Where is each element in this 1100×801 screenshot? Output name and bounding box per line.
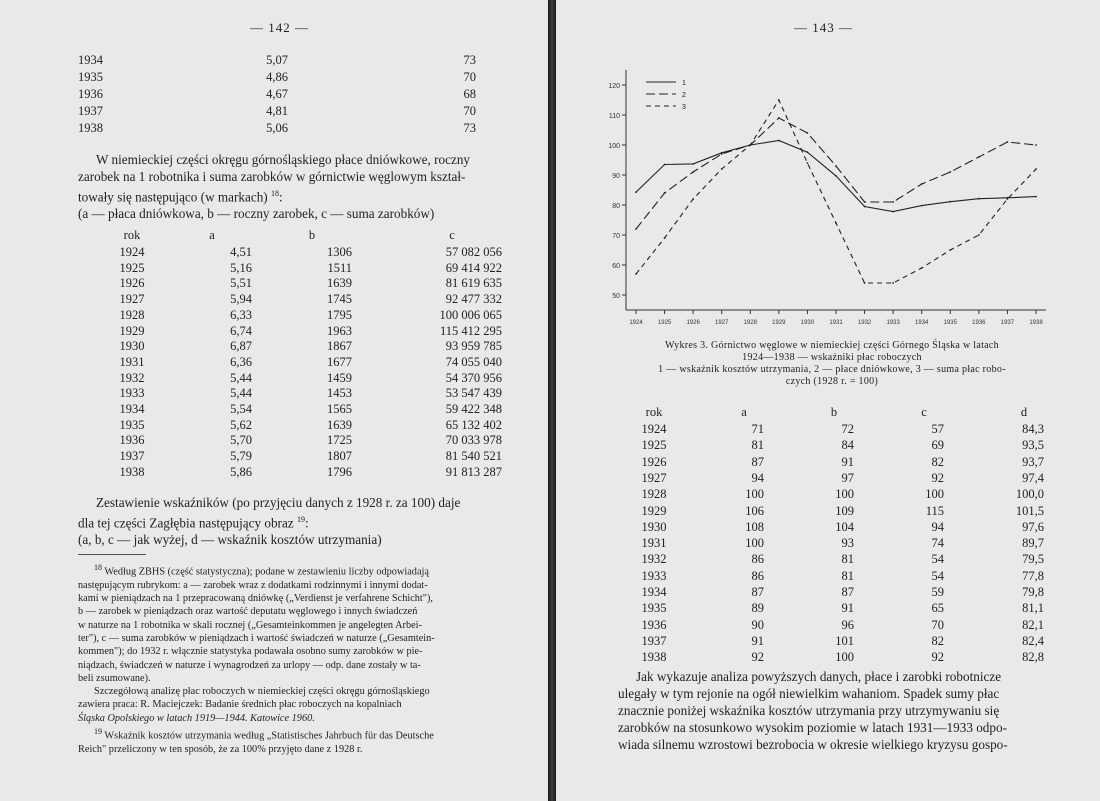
- table-cell: 1934: [78, 53, 103, 67]
- table-cell: 1932: [119, 370, 145, 385]
- data-point: [978, 156, 980, 158]
- table-cell: 100: [835, 650, 854, 665]
- table-cell: 1927: [641, 470, 667, 485]
- table-cell: 74: [931, 536, 944, 551]
- series-line-3: [636, 100, 1036, 283]
- table-cell: 70: [463, 104, 476, 118]
- table-cell: 1677: [327, 354, 352, 369]
- x-tick-label: 1937: [1000, 320, 1015, 326]
- table-cell: 5,16: [230, 260, 252, 275]
- footnote-line: kami w pieniądzach na 1 przepracowaną dniówkę („Verdienst je verfahrene Schicht"),: [78, 593, 433, 605]
- data-point: [635, 273, 637, 275]
- footnote-line: Reich" przeliczony w ten sposób, że za 100% przyjęto dane z 1928 r.: [78, 743, 363, 755]
- footnote-line: zawiera praca: R. Maciejczek: Badanie średnich płac roboczych na kopalniach: [78, 699, 402, 711]
- table-cell: 5,44: [230, 386, 252, 401]
- table-cell: 97,4: [1022, 470, 1044, 485]
- data-point: [892, 201, 894, 203]
- table-cell: 100,0: [1015, 487, 1044, 502]
- table-cell: 1938: [641, 650, 667, 665]
- table-cell: 79,8: [1022, 585, 1044, 599]
- table-cell: 101: [835, 633, 854, 648]
- table-cell: 89,7: [1022, 536, 1044, 551]
- footnote-line: Szczegółową analizę płac roboczych w niemieckiej części okręgu górnośląskiego: [94, 686, 430, 698]
- table-cell: 1924: [119, 245, 145, 259]
- data-point: [949, 171, 951, 173]
- bottom-line: wiada silnemu wzrostowi bezrobocia w okresie wielkiego kryzysu gospo-: [618, 737, 1008, 752]
- caption-line: 1924—1938 — wskaźniki płac roboczych: [742, 352, 922, 363]
- table-cell: 70 033 978: [445, 433, 502, 448]
- table-cell: rok: [645, 405, 663, 419]
- table-cell: 1938: [119, 464, 145, 479]
- table-cell: 1927: [119, 292, 145, 307]
- table-cell: 4,81: [266, 104, 288, 118]
- table-cell: 5,79: [230, 449, 252, 464]
- x-tick-label: 1924: [629, 320, 643, 326]
- table-cell: 115: [925, 503, 944, 518]
- table-cell: 5,94: [230, 292, 252, 307]
- table-cell: 72: [841, 422, 854, 436]
- table-cell: 1935: [78, 70, 103, 84]
- y-tick-label: 80: [612, 203, 620, 210]
- table-cell: 92: [931, 650, 944, 665]
- data-point: [835, 165, 837, 167]
- table-cell: 5,06: [266, 121, 288, 135]
- data-point: [807, 132, 809, 134]
- data-point: [664, 164, 666, 166]
- intro-line: towały się następująco (w markach): [78, 189, 268, 205]
- table-cell: b: [830, 405, 838, 419]
- table-cell: 5,54: [230, 402, 252, 416]
- table-cell: 53 547 439: [445, 386, 502, 401]
- table-cell: 92 477 332: [445, 292, 502, 307]
- table-cell: 1936: [119, 433, 145, 448]
- footnotes: [78, 561, 476, 756]
- table-cell: 1925: [119, 260, 145, 275]
- table-cell: 1935: [119, 417, 145, 432]
- summary-paragraph: Zestawienie wskaźników (po przyjęciu danych z 1928 r. za 100) daje dla tej części Zagłębia następujący obraz $^{19}$: (a, b, c — jak wyżej, d — wskaźnik kosztów utrzymania): [78, 494, 476, 548]
- table-cell: 90: [751, 617, 764, 632]
- table-cell: 100: [925, 487, 944, 502]
- legend-label: 3: [682, 104, 686, 111]
- table-cell: 71: [751, 422, 764, 436]
- summary-line: dla tej części Zagłębia następujący obraz: [78, 515, 294, 531]
- table-cell: 1565: [327, 402, 352, 416]
- x-tick-label: 1927: [715, 320, 729, 326]
- table-cell: 101,5: [1015, 503, 1044, 518]
- table-cell: 82: [931, 454, 944, 469]
- table-cell: 91: [841, 601, 854, 616]
- table-cell: 65 132 402: [445, 417, 502, 432]
- table-cell: 82: [931, 633, 944, 648]
- table-cell: 82,4: [1022, 633, 1044, 648]
- footnote-ref-19[interactable]: 19: [296, 515, 305, 524]
- y-tick-label: 70: [612, 233, 620, 240]
- footnote-ref-18[interactable]: 18: [270, 189, 279, 198]
- table-cell: 87: [751, 585, 764, 599]
- table-cell: 1937: [119, 449, 145, 464]
- table-cell: 54: [931, 568, 944, 583]
- table-cell: 93: [841, 536, 854, 551]
- summary-line: Zestawienie wskaźników (po przyjęciu danych z 1928 r. za 100) daje: [96, 495, 461, 510]
- data-point: [921, 267, 923, 269]
- table-cell: 115 412 295: [439, 323, 502, 338]
- y-tick-label: 50: [612, 293, 620, 300]
- data-point: [692, 163, 694, 165]
- table-cell: c: [921, 405, 927, 419]
- table-cell: 97,6: [1022, 519, 1044, 534]
- data-point: [835, 222, 837, 224]
- table-cell: c: [449, 228, 455, 242]
- data-point: [721, 168, 723, 170]
- table-cell: 1930: [119, 339, 145, 354]
- table-cell: 6,33: [230, 307, 252, 322]
- data-point: [864, 282, 866, 284]
- data-point: [778, 117, 780, 119]
- table-cell: 69 414 922: [445, 260, 502, 275]
- table-cell: 109: [835, 503, 854, 518]
- data-point: [664, 192, 666, 194]
- data-point: [692, 171, 694, 173]
- intro-line: zarobek na 1 robotnika i suma zarobków w górnictwie węglowym kształ-: [78, 169, 466, 184]
- table-cell: 1928: [641, 487, 667, 502]
- table-cell: 81: [841, 568, 854, 583]
- x-tick-label: 1936: [972, 320, 986, 326]
- legend-label: 1: [682, 80, 686, 87]
- y-tick-label: 120: [608, 83, 620, 90]
- intro-line: (a — płaca dniówkowa, b — roczny zarobek, c — suma zarobków): [78, 206, 435, 222]
- table-cell: 1936: [78, 87, 103, 101]
- table-cell: 1937: [78, 104, 103, 118]
- table-cell: 57 082 056: [445, 245, 502, 259]
- table-cell: 89: [751, 601, 764, 616]
- intro-paragraph: W niemieckiej części okręgu górnośląskiego płace dniówkowe, roczny zarobek na 1 robotnika i suma zarobków w górnictwie węglowym kształ- towały się następująco (w markach) $^{18}$: (a — płaca dniówkowa, b — roczny zarobek, c — suma zarobków): [78, 151, 476, 222]
- table-cell: 92: [751, 650, 764, 665]
- table-cell: 6,74: [230, 323, 252, 338]
- x-tick-label: 1934: [915, 320, 929, 326]
- index-chart: [596, 60, 1056, 330]
- table-cell: 82,8: [1022, 650, 1044, 665]
- table-cell: 1745: [327, 292, 352, 307]
- table-cell: 86: [751, 568, 764, 583]
- table-cell: 93 959 785: [445, 339, 502, 354]
- footnote-line: beli zsumowane).: [78, 672, 151, 684]
- table-cell: 5,70: [230, 433, 252, 448]
- table-cell: 91: [751, 633, 764, 648]
- data-point: [807, 162, 809, 164]
- table-cell: 84: [841, 438, 854, 453]
- table-cell: 74 055 040: [445, 354, 502, 369]
- footnote-line: niądzach, świadczeń w naturze i wynagrodzeń za urlopy — odp. dane zostały w ta-: [78, 659, 421, 671]
- table-cell: 54 370 956: [445, 370, 502, 385]
- data-point: [835, 175, 837, 177]
- table-cell: 1931: [641, 536, 667, 551]
- table-cell: 65: [931, 601, 944, 616]
- footnote-line: b — zarobek w pieniądzach oraz wartość deputatu węglowego i innych świadczeń: [78, 606, 418, 618]
- footnote-line: Wskaźnik kosztów utrzymania według „Statistisches Jahrbuch für das Deutsche: [104, 730, 434, 742]
- table-cell: 1796: [327, 464, 352, 479]
- table-cell: 5,62: [230, 417, 252, 432]
- y-tick-label: 60: [612, 263, 620, 270]
- footnote-line: Według ZBHS (część statystyczna); podane w zestawieniu liczby odpowiadają: [104, 566, 429, 578]
- table-cell: 94: [931, 519, 944, 534]
- table-cell: 81 619 635: [445, 276, 502, 291]
- table-cell: 104: [835, 519, 854, 534]
- book-gutter: [548, 0, 556, 801]
- x-tick-label: 1932: [857, 320, 872, 326]
- table-cell: 1931: [119, 354, 145, 369]
- left-page: [0, 0, 548, 801]
- x-tick-label: 1930: [800, 320, 815, 326]
- y-tick-label: 90: [612, 173, 620, 180]
- table-cell: 97: [841, 470, 854, 485]
- bottom-line: Jak wykazuje analiza powyższych danych, płace i zarobki robotnicze: [636, 669, 1002, 684]
- table-cell: 1511: [327, 260, 352, 275]
- table-cell: 1639: [327, 276, 352, 291]
- series-line-2: [636, 118, 1036, 229]
- table-cell: 1935: [641, 601, 667, 616]
- table-cell: 1936: [641, 617, 667, 632]
- table-cell: 5,07: [266, 53, 288, 67]
- table-cell: 81,1: [1022, 601, 1044, 616]
- table-cell: 1934: [641, 585, 667, 599]
- data-point: [864, 201, 866, 203]
- table-cell: 93,7: [1022, 454, 1044, 469]
- table-cell: b: [308, 228, 316, 242]
- table-cell: 57: [931, 422, 944, 436]
- legend-label: 2: [682, 92, 686, 99]
- caption-line: czych (1928 r. = 100): [785, 376, 879, 387]
- data-point: [1035, 168, 1037, 170]
- table-cell: 1639: [327, 417, 352, 432]
- table-cell: 1928: [119, 307, 145, 322]
- table-cell: 4,51: [230, 245, 252, 259]
- data-point: [692, 198, 694, 200]
- table-cell: 91 813 287: [445, 464, 502, 479]
- table-cell: 54: [931, 552, 944, 567]
- table-cell: rok: [123, 228, 141, 242]
- table-cell: 1926: [119, 276, 145, 291]
- table-cell: 1867: [327, 339, 352, 354]
- table-cell: 1933: [119, 386, 145, 401]
- data-point: [892, 282, 894, 284]
- data-point: [635, 228, 637, 230]
- data-point: [978, 234, 980, 236]
- x-tick-label: 1926: [686, 320, 700, 326]
- page-number-left: — 142 —: [250, 20, 309, 35]
- table-cell: d: [1020, 405, 1028, 419]
- data-point: [892, 211, 894, 213]
- table-cell: 1937: [641, 633, 667, 648]
- footnote-line: Śląska Opolskiego w latach 1919—1944. Katowice 1960.: [78, 712, 315, 724]
- data-point: [864, 206, 866, 208]
- data-point: [921, 183, 923, 185]
- table-cell: 1924: [641, 422, 667, 436]
- data-point: [721, 153, 723, 155]
- table-cell: 91: [841, 454, 854, 469]
- table-cell: 79,5: [1022, 552, 1044, 567]
- table-cell: 6,87: [230, 339, 252, 354]
- table-cell: a: [741, 405, 747, 419]
- y-tick-label: 100: [608, 143, 620, 150]
- right-page: [556, 0, 1100, 801]
- data-point: [778, 140, 780, 142]
- table-cell: 86: [751, 552, 764, 567]
- footnote-line: ter"), c — suma zarobków w pieniądzach i wartość świadczeń w naturze („Gesamtein-: [78, 632, 435, 644]
- data-point: [635, 191, 637, 193]
- table-cell: 77,8: [1022, 568, 1044, 583]
- y-tick-label: 110: [608, 113, 620, 120]
- table-cell: 59: [931, 585, 944, 599]
- table-cell: 1929: [119, 323, 145, 338]
- data-point: [1035, 144, 1037, 146]
- data-point: [749, 144, 751, 146]
- page-number-right: — 143 —: [794, 20, 853, 35]
- table-cell: 1795: [327, 307, 352, 322]
- chart-caption: [612, 340, 1052, 388]
- table-cell: 70: [931, 617, 944, 632]
- table-cell: 4,67: [266, 87, 288, 101]
- table-cell: 73: [463, 121, 476, 135]
- table-cell: 82,1: [1022, 617, 1044, 632]
- table-cell: 94: [751, 470, 764, 485]
- caption-line: 1 — wskaźnik kosztów utrzymania, 2 — płace dniówkowe, 3 — suma płac robo-: [658, 364, 1006, 375]
- table-cell: 1929: [641, 503, 667, 518]
- data-point: [949, 201, 951, 203]
- table-cell: 81 540 521: [445, 449, 502, 464]
- x-tick-label: 1935: [943, 320, 957, 326]
- table-cell: 81: [841, 552, 854, 567]
- x-tick-label: 1925: [657, 320, 672, 326]
- table-cell: 87: [841, 585, 854, 599]
- intro-line: W niemieckiej części okręgu górnośląskiego płace dniówkowe, roczny: [96, 152, 471, 167]
- table-cell: 1933: [641, 568, 667, 583]
- table-cell: 106: [745, 503, 764, 518]
- bottom-paragraph: [618, 668, 1050, 753]
- table-cell: 1306: [327, 245, 352, 259]
- table-cell: 1930: [641, 519, 667, 534]
- table-cell: 1934: [119, 402, 145, 416]
- table-cell: 1963: [327, 323, 352, 338]
- x-tick-label: 1938: [1029, 320, 1043, 326]
- table-cell: 59 422 348: [445, 402, 502, 416]
- table-cell: 4,86: [266, 70, 288, 84]
- bottom-line: znacznie poniżej wskaźnika kosztów utrzymania przy utrzymywaniu się: [618, 703, 1000, 718]
- x-tick-label: 1933: [886, 320, 900, 326]
- footnote-line: następującym rubrykom: a — zarobek wraz z dodatkami rodzinnymi i innymi dodat-: [78, 579, 428, 591]
- table-cell: 73: [463, 53, 476, 67]
- table-cell: 68: [463, 87, 476, 101]
- table-cell: 87: [751, 454, 764, 469]
- bottom-line: ulegały w tym rejonie na ogół niewielkim wahaniom. Spadek sumy płac: [618, 686, 1000, 701]
- table-cell: 5,51: [230, 276, 252, 291]
- x-tick-label: 1929: [772, 320, 786, 326]
- table-cell: 1459: [327, 370, 352, 385]
- footnote-line: kommen"); do 1932 r. włącznie statystyka podawała osobno sumy zarobków w pie-: [78, 646, 423, 658]
- data-point: [978, 198, 980, 200]
- table-cell: 108: [745, 519, 764, 534]
- summary-line: (a, b, c — jak wyżej, d — wskaźnik kosztów utrzymania): [78, 532, 382, 548]
- table-cell: 1932: [641, 552, 667, 567]
- data-point: [664, 237, 666, 239]
- data-point: [1035, 196, 1037, 198]
- data-point: [807, 151, 809, 153]
- table-cell: 100: [745, 536, 764, 551]
- table-cell: 1725: [327, 433, 352, 448]
- table-cell: 1925: [641, 438, 667, 453]
- table-cell: 84,3: [1022, 422, 1044, 436]
- table-cell: 1938: [78, 121, 103, 135]
- footnote-line: w naturze na 1 robotnika w skali rocznej („Gesamteinkommen je angelegten Arbei-: [78, 619, 422, 631]
- table-cell: 70: [463, 70, 476, 84]
- data-point: [1007, 198, 1009, 200]
- table-cell: 5,44: [230, 370, 252, 385]
- table-cell: 100 006 065: [439, 307, 502, 322]
- table-cell: 1807: [327, 449, 352, 464]
- bottom-line: zarobków na stosunkowo wysokim poziomie w latach 1931—1933 odpo-: [618, 720, 1007, 735]
- data-point: [1007, 141, 1009, 143]
- footnote-mark-19: 19: [94, 726, 102, 736]
- data-point: [949, 249, 951, 251]
- caption-line: Wykres 3. Górnictwo węglowe w niemieckiej części Górnego Śląska w latach: [665, 340, 999, 351]
- x-tick-label: 1928: [743, 320, 757, 326]
- table-cell: 100: [745, 487, 764, 502]
- table-cell: 93,5: [1022, 438, 1044, 453]
- footnote-mark-18: 18: [94, 563, 102, 572]
- footnote-separator: [78, 554, 146, 555]
- table-cell: 96: [841, 617, 854, 632]
- table-cell: 81: [751, 438, 764, 453]
- table-cell: 69: [931, 438, 944, 453]
- data-point: [778, 99, 780, 101]
- table-cell: 100: [835, 487, 854, 502]
- table-cell: 5,86: [230, 464, 252, 479]
- table-cell: 6,36: [230, 354, 252, 369]
- x-tick-label: 1931: [829, 320, 843, 326]
- data-point: [921, 205, 923, 207]
- table-cell: a: [209, 228, 215, 242]
- table-cell: 92: [931, 470, 944, 485]
- table-cell: 1926: [641, 454, 667, 469]
- table-cell: 1453: [327, 386, 352, 401]
